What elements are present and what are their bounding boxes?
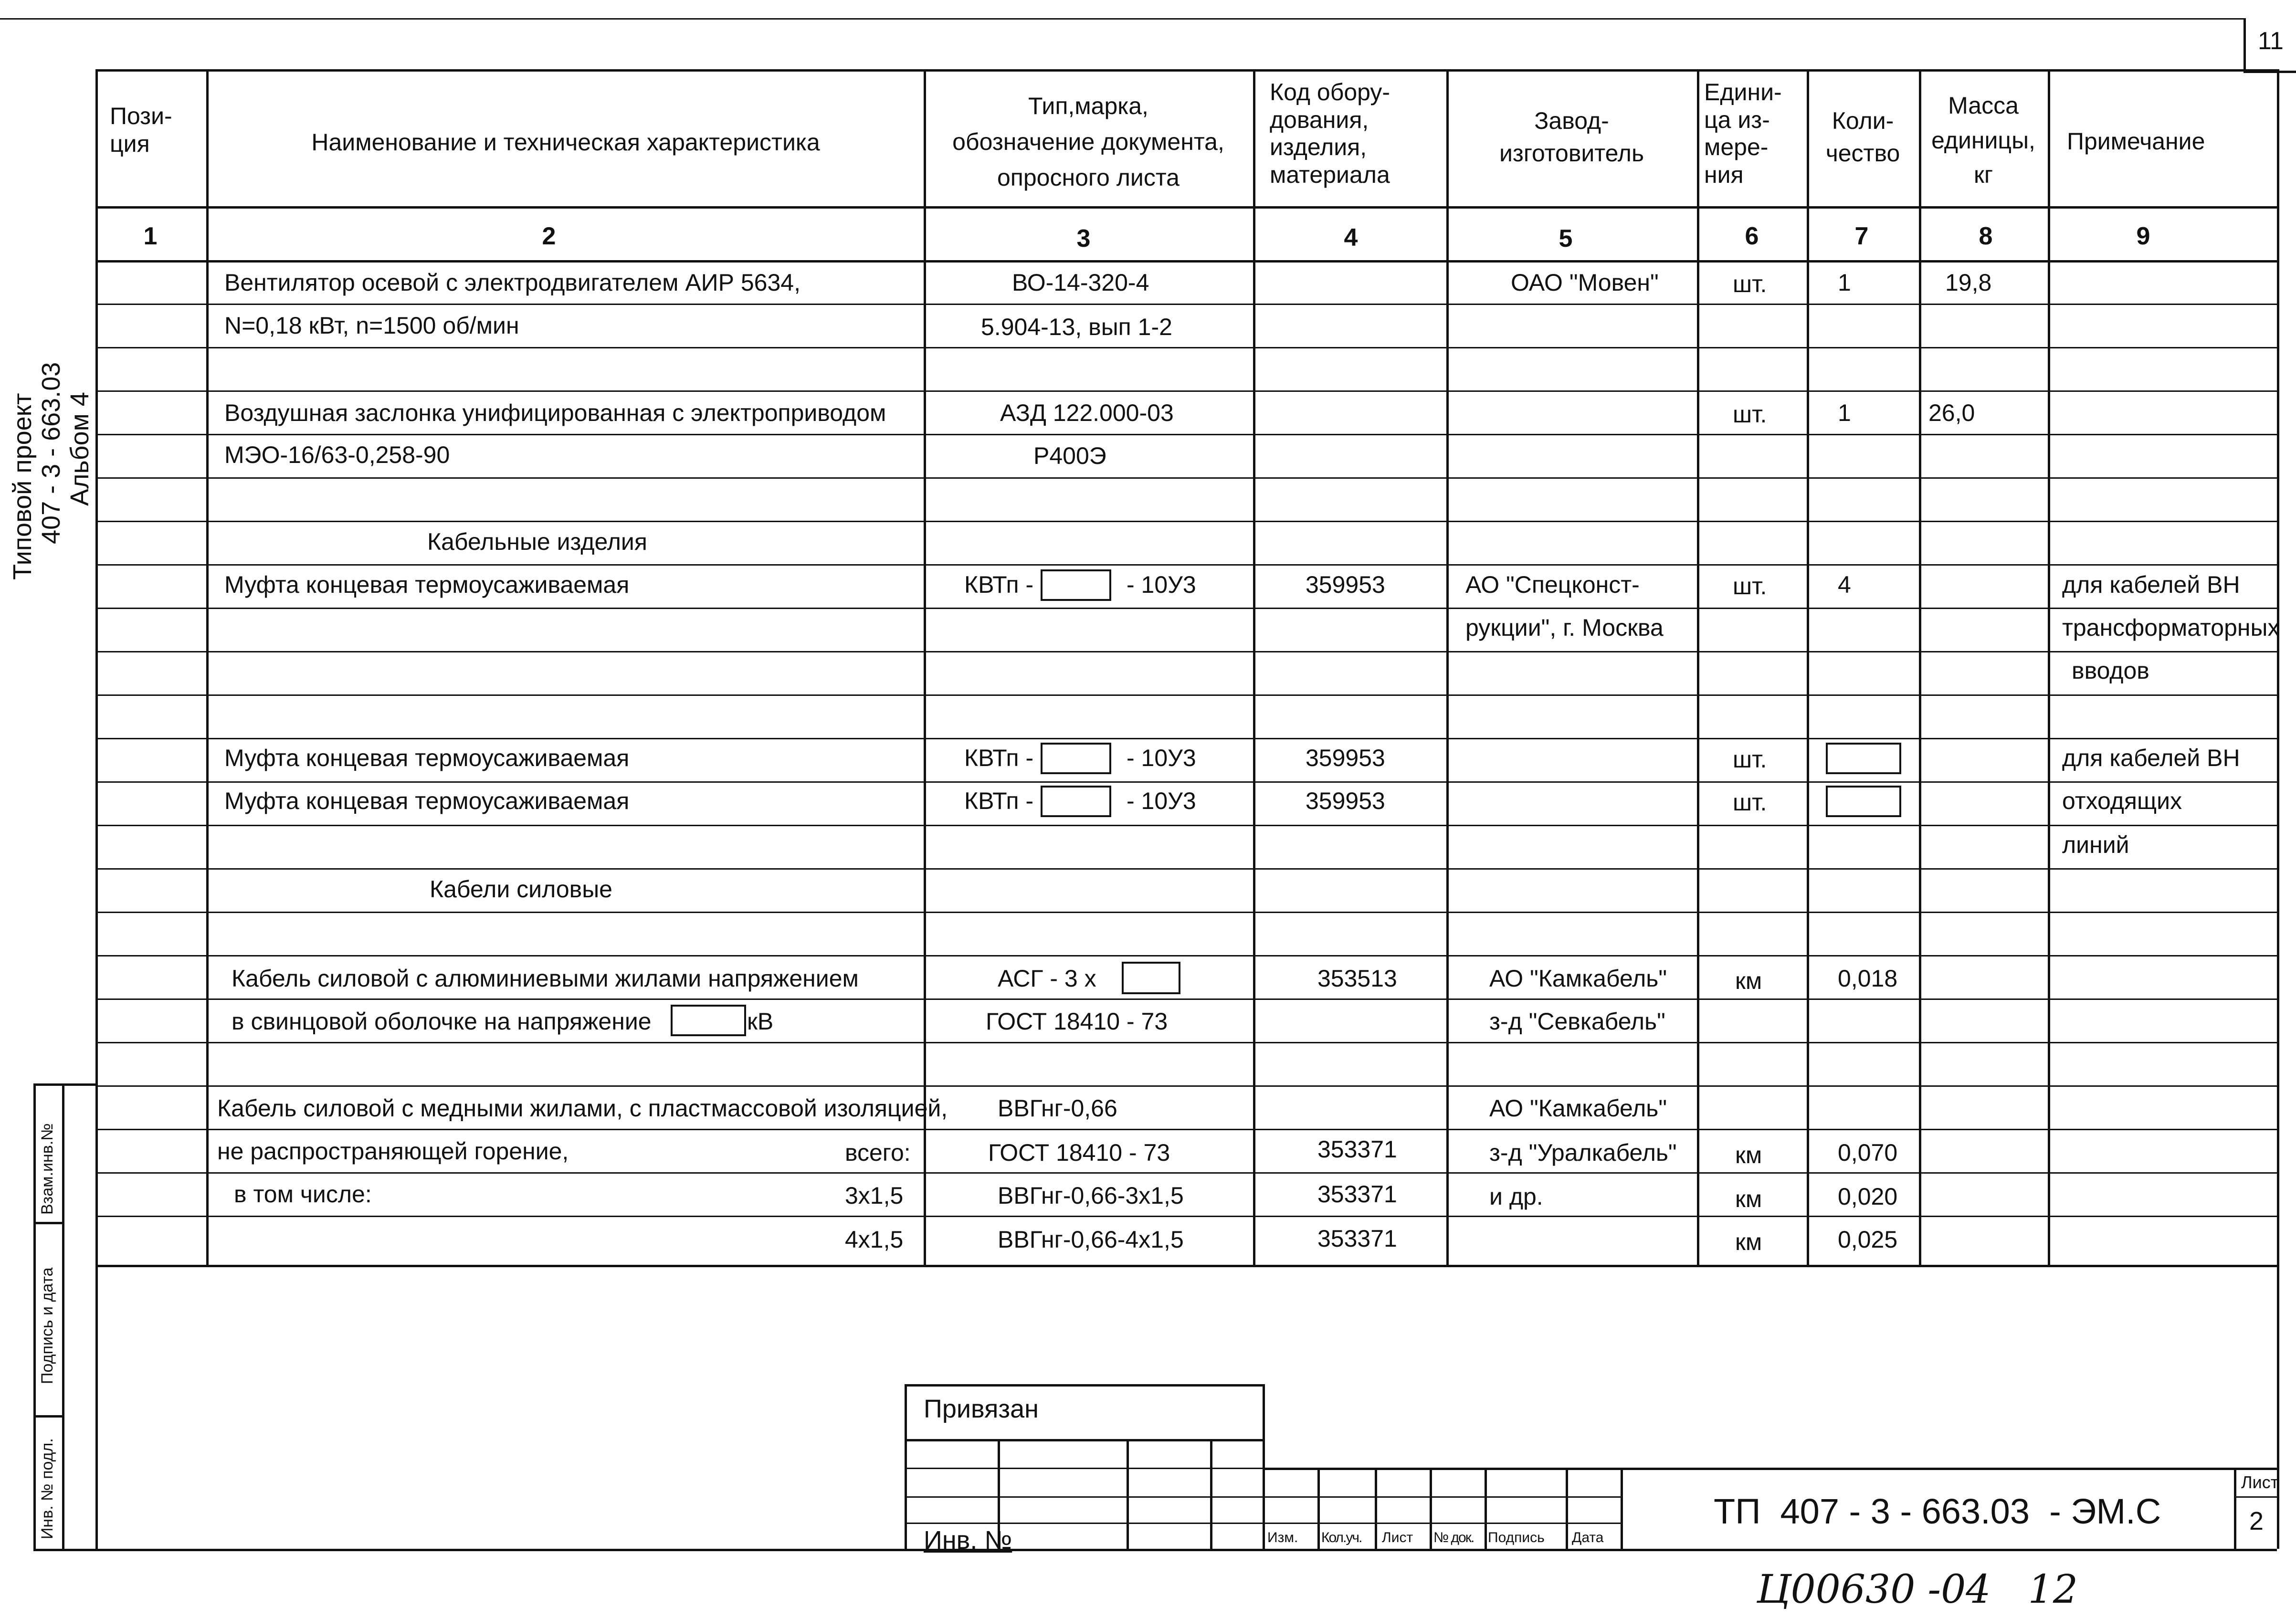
table-row-qty: 1 [1838,269,1851,296]
row-divider [95,390,2277,392]
table-row-type: КВТп - [964,745,1034,771]
header-type: Тип,марка, обозначение документа, опросного листа [952,93,1224,191]
blank-field [1826,743,1901,774]
table-row-name: Муфта концевая термоусаживаемая [224,571,630,598]
table-row-unit: шт. [1733,573,1767,599]
side-title [10,393,35,580]
header-maker: Завод- изготовитель [1499,107,1644,167]
row-divider [95,304,2277,305]
row-divider [95,998,2277,1000]
stamp-block-2 [39,1267,55,1384]
row-divider [95,608,2277,609]
side-title-block-3 [67,392,93,506]
header-position: Пози- ция [110,103,172,157]
table-row-type: ВВГнг-0,66 [998,1095,1117,1122]
handwritten-number: Ц00630 -04 12 [1757,1567,2078,1612]
row-divider [95,434,2277,435]
table-row-code: 359953 [1306,745,1385,771]
row-divider [95,521,2277,522]
table-row-note: линий [2062,831,2129,858]
top-sheet-number: 11 [2258,27,2284,55]
table-row-type: КВТп - [964,571,1034,598]
row-divider [95,1085,2277,1087]
table-row-note: для кабелей ВН [2062,745,2240,771]
row-divider [95,781,2277,783]
stamp-block-3 [39,1438,55,1539]
table-row-unit: шт. [1733,401,1767,428]
table-row-name: N=0,18 кВт, n=1500 об/мин [224,312,519,339]
table-row-name: не распространяющей горение, [217,1138,569,1165]
table-row-type: ГОСТ 18410 - 73 [986,1008,1168,1035]
sheet-number: 2 [2249,1507,2264,1535]
row-divider [95,564,2277,566]
section-title: Кабели силовые [430,876,612,903]
row-divider [95,651,2277,652]
table-row-name: Муфта концевая термоусаживаемая [224,745,630,771]
side-title-block-2 [38,362,64,544]
stamp-label-signature: Подпись и дата [38,1267,56,1384]
table-row-name: Воздушная заслонка унифицированная с электроприводом [224,399,886,426]
table-row-name: Кабель силовой с медными жилами, с пластмассовой изоляцией, [217,1095,948,1122]
table-row-maker: з-д "Уралкабель" [1489,1139,1677,1166]
table-row-maker: рукции", г. Москва [1465,614,1664,641]
table-row-type: 5.904-13, вып 1-2 [981,314,1172,340]
table-row-name-right: 4х1,5 [845,1226,904,1253]
table-row-mass: 26,0 [1928,399,1975,426]
table-row-qty: 0,070 [1838,1139,1898,1166]
table-row-code: 353371 [1317,1225,1397,1252]
table-row-maker: ОАО "Мовен" [1511,269,1659,296]
table-row-unit: км [1735,1142,1762,1168]
table-row-type: ВВГнг-0,66-4х1,5 [998,1226,1184,1253]
table-row-name: в свинцовой оболочке на напряжение [232,1008,652,1035]
table-row-type: АСГ - 3 х [998,965,1096,992]
table-row-note: отходящих [2062,788,2182,814]
table-row-qty: 1 [1838,399,1851,426]
table-row-code: 353371 [1317,1181,1397,1208]
header-mass: Масса единицы, кг [1931,92,2035,188]
table-row-type: Р400Э [1033,442,1106,469]
side-title-line-3: Альбом 4 [65,392,94,506]
table-row-unit: шт. [1733,271,1767,297]
table-row-unit: км [1735,1229,1762,1255]
table-row-name-right: всего: [845,1139,911,1166]
row-divider [95,868,2277,870]
table-row-code: 359953 [1306,571,1385,598]
table-row-maker: АО "Камкабель" [1489,1095,1667,1122]
table-row-qty: 0,025 [1838,1226,1898,1253]
col-kol-uch: Кол.уч. [1321,1530,1362,1545]
blank-field [1041,569,1111,601]
header-unit: Едини- ца из- мере- ния [1704,79,1782,188]
row-divider [95,955,2277,956]
column-number-7: 7 [1854,222,1869,250]
column-number-4: 4 [1344,224,1358,252]
blank-field [1122,962,1180,994]
table-row-code: 353513 [1317,965,1397,992]
row-divider [95,694,2277,696]
table-row-maker: з-д "Севкабель" [1489,1008,1665,1035]
document-designation: ТП 407 - 3 - 663.03 - ЭМ.С [1714,1492,2161,1531]
table-row-note: вводов [2072,657,2149,684]
blank-field [1041,786,1111,817]
col-list: Лист [1382,1530,1413,1545]
table-row-name-right: 3х1,5 [845,1182,904,1209]
column-number-6: 6 [1745,222,1759,250]
table-row-type-suffix: - 10У3 [1127,571,1196,598]
column-number-2: 2 [542,222,556,250]
side-title-line-2: 407 - 3 - 663.03 [37,362,65,544]
table-row-maker: и др. [1489,1183,1543,1210]
table-row-type: ГОСТ 18410 - 73 [988,1139,1170,1166]
column-number-3: 3 [1076,225,1091,252]
table-row-type-suffix: - 10У3 [1127,745,1196,771]
table-row-unit: шт. [1733,746,1767,773]
column-number-9: 9 [2136,222,2150,250]
table-row-unit: шт. [1733,789,1767,816]
privyazan-label: Привязан [924,1395,1039,1423]
table-row-mass: 19,8 [1945,269,1992,296]
col-doc: № док. [1433,1530,1474,1545]
table-row-name: в том числе: [234,1181,372,1208]
table-row-code: 353371 [1317,1136,1397,1163]
table-row-name: Вентилятор осевой с электродвигателем АИР 5634, [224,269,800,296]
row-divider [95,738,2277,739]
row-divider [95,347,2277,348]
table-row-maker: АО "Спецконст- [1465,571,1640,598]
table-row-qty: 0,018 [1838,965,1898,992]
column-number-1: 1 [143,222,158,250]
header-code: Код обору- дования, изделия, материала [1270,79,1390,188]
row-divider [95,477,2277,479]
table-row-name-suffix: кВ [747,1008,774,1035]
table-row-note: трансформаторных [2062,614,2280,641]
blank-field [1041,743,1111,774]
col-signature: Подпись [1488,1530,1545,1545]
table-row-type: ВО-14-320-4 [1012,269,1149,296]
stamp-block-1 [39,1123,55,1215]
inv-label: Инв. № [924,1526,1012,1555]
row-divider [95,1042,2277,1043]
table-row-unit: км [1735,967,1762,994]
header-note: Примечание [2067,128,2205,155]
table-row-name: МЭО-16/63-0,258-90 [224,441,450,468]
table-row-name: Кабель силовой с алюминиевыми жилами напряжением [232,965,859,992]
table-row-type: АЗД 122.000-03 [1000,399,1174,426]
row-divider [95,1216,2277,1217]
stamp-label-inv: Инв. № подл. [38,1438,56,1539]
column-number-5: 5 [1559,225,1573,252]
header-qty: Коли- чество [1825,107,1900,167]
table-row-note: для кабелей ВН [2062,571,2240,598]
row-divider [95,1172,2277,1174]
row-divider [95,825,2277,826]
header-name: Наименование и техническая характеристика [311,129,820,156]
table-row-maker: АО "Камкабель" [1489,965,1667,992]
col-date: Дата [1572,1530,1604,1545]
table-row-code: 359953 [1306,788,1385,814]
stamp-label-replaced: Взам.инв.№ [38,1123,56,1215]
section-title: Кабельные изделия [427,528,647,555]
sheet-label: Лист [2241,1472,2279,1492]
row-divider [95,1129,2277,1130]
row-divider [95,912,2277,913]
blank-field [671,1005,746,1036]
column-number-8: 8 [1979,222,1993,250]
table-row-unit: км [1735,1186,1762,1212]
table-row-type: ВВГнг-0,66-3х1,5 [998,1182,1184,1209]
table-row-type: КВТп - [964,788,1034,814]
col-izm: Изм. [1267,1530,1298,1545]
side-title-line-1: Типовой проект [8,393,37,580]
table-row-qty: 4 [1838,571,1851,598]
table-row-name: Муфта концевая термоусаживаемая [224,788,630,814]
table-row-type-suffix: - 10У3 [1127,788,1196,814]
table-row-qty: 0,020 [1838,1183,1898,1210]
blank-field [1826,786,1901,817]
